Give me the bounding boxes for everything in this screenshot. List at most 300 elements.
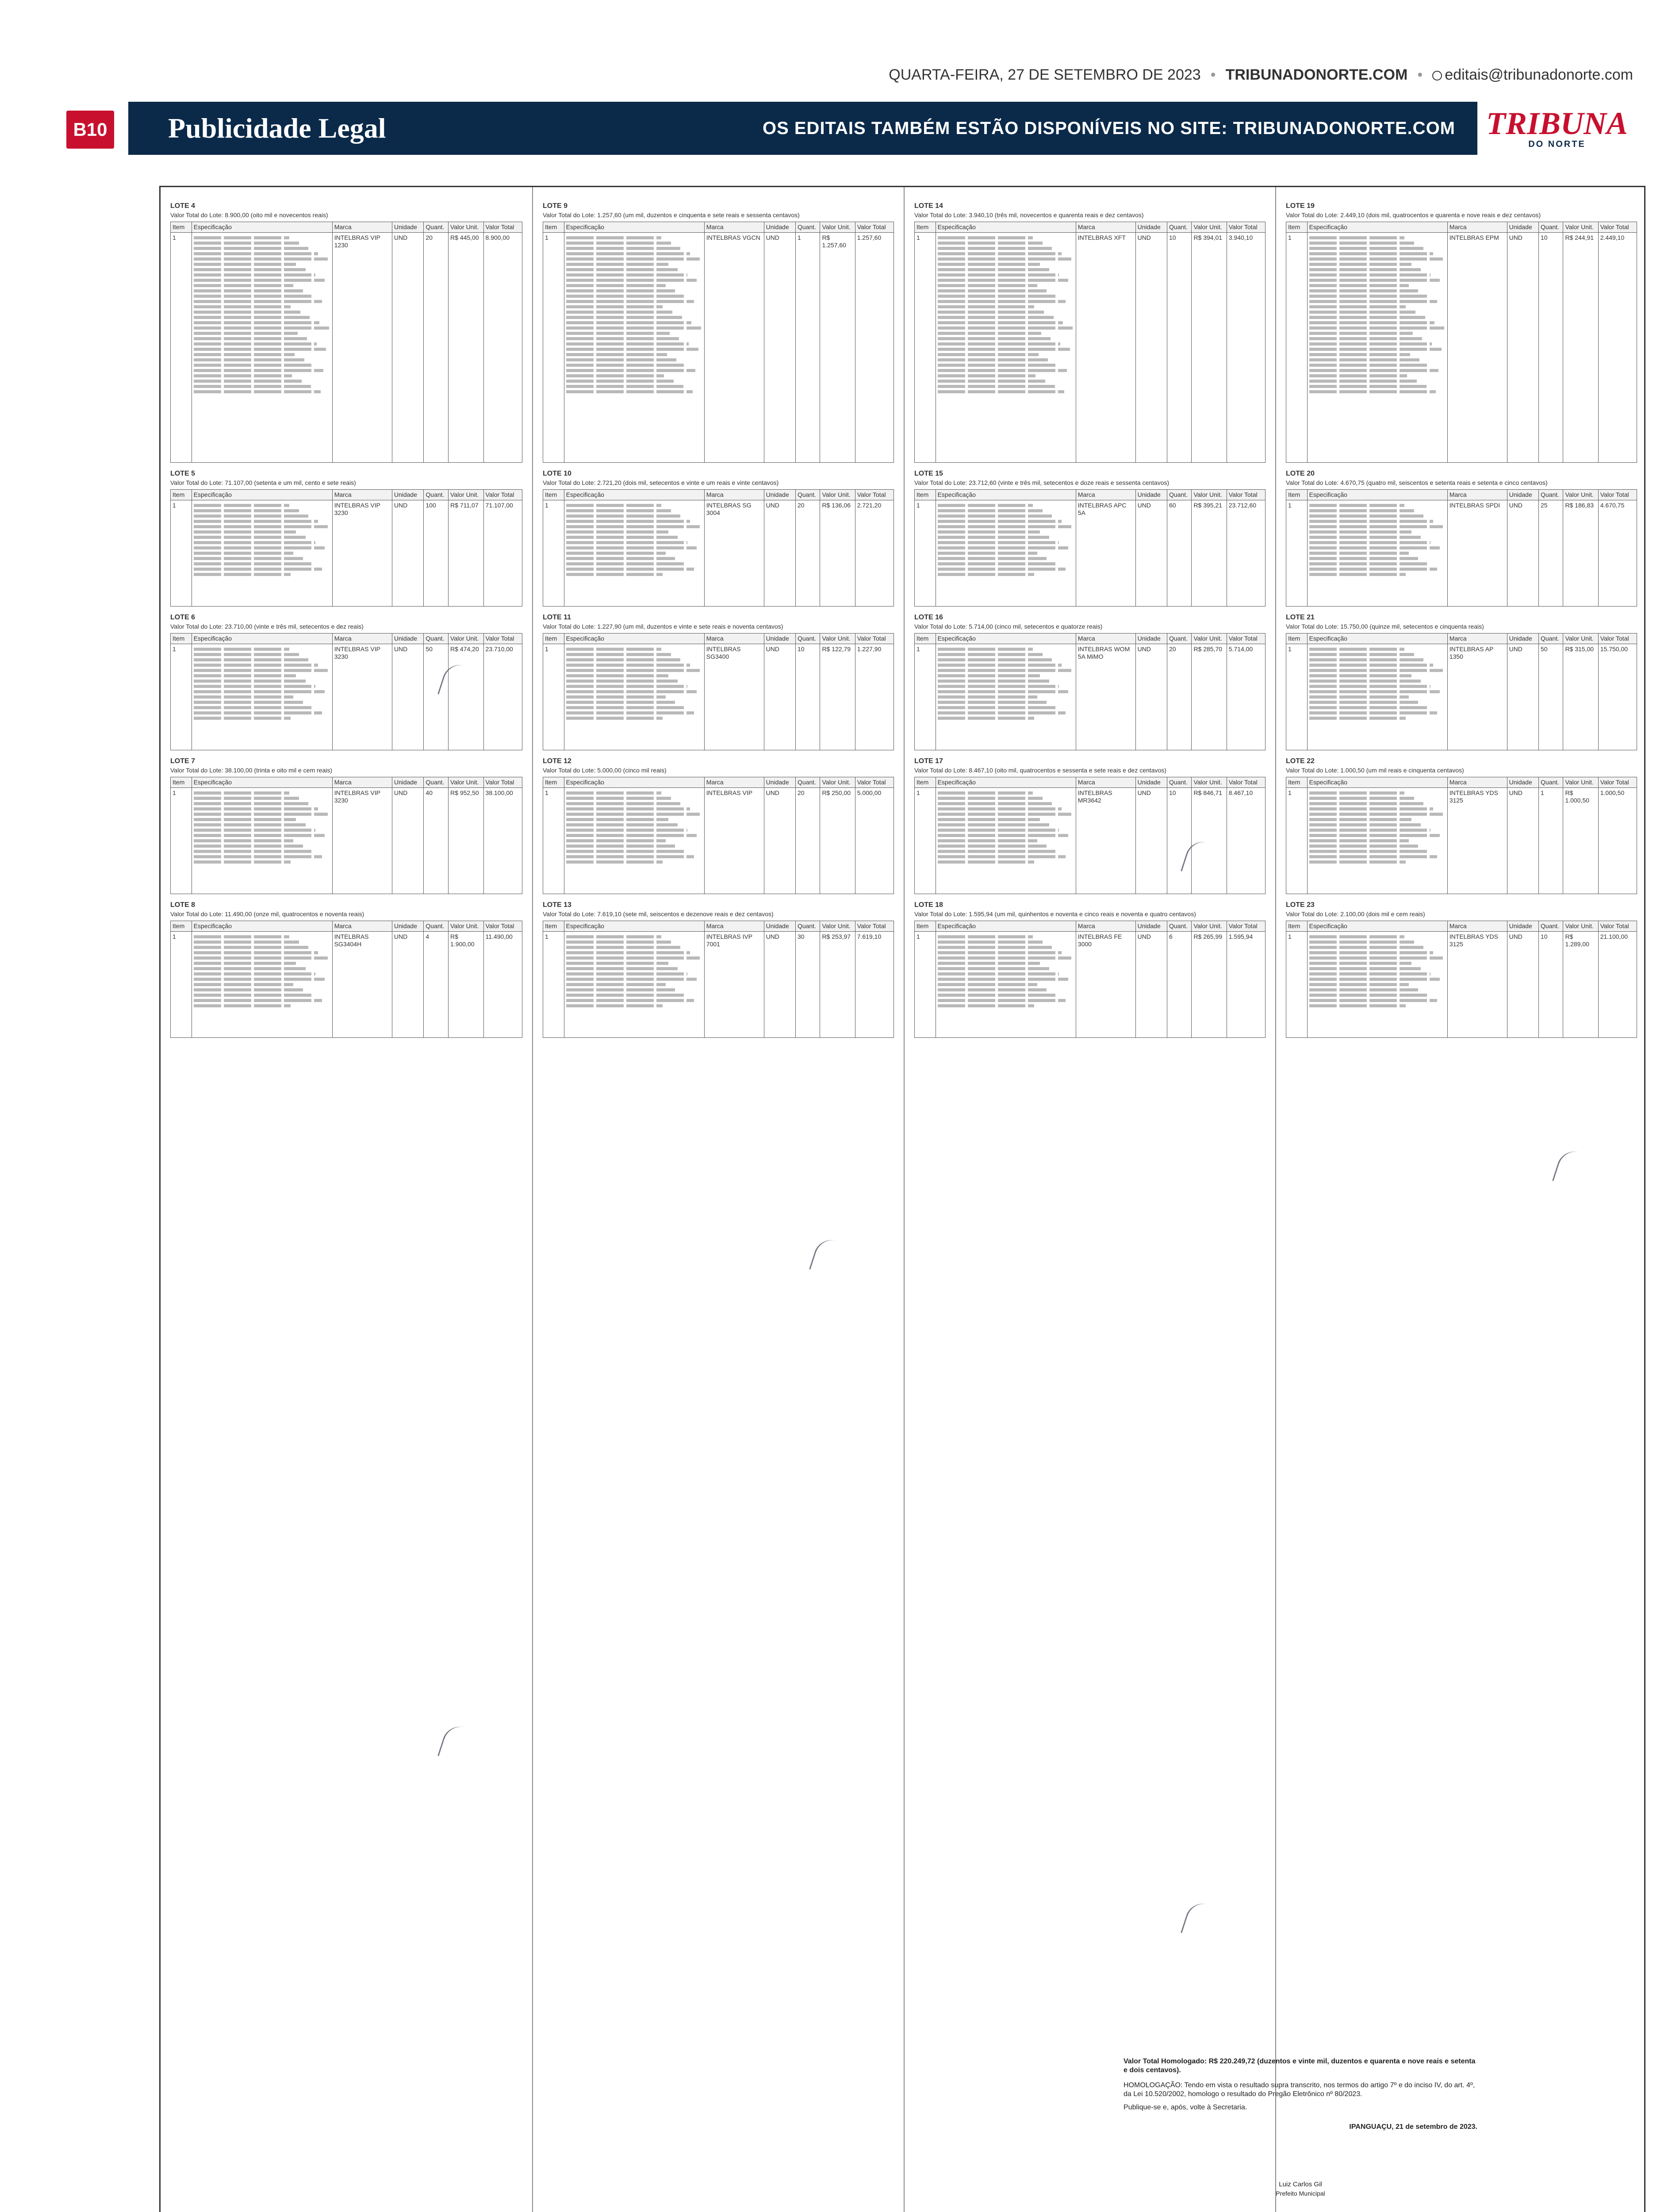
lot-title: LOTE 11 <box>543 614 571 621</box>
item-qty: 20 <box>795 500 820 607</box>
spec-text-line <box>566 284 666 287</box>
item-unit-value: R$ 1.900,00 <box>449 932 484 1038</box>
item-unit-value: R$ 136,06 <box>820 500 855 607</box>
spec-text-line <box>566 951 690 954</box>
col-brand: Marca <box>704 634 764 644</box>
item-total-value: 5.000,00 <box>855 788 894 894</box>
col-unit-value: Valor Unit. <box>1192 490 1227 500</box>
spec-text-line <box>566 342 689 346</box>
item-unit: UND <box>392 932 424 1038</box>
spec-text-line <box>194 983 294 986</box>
lot-total: Valor Total do Lote: 2.449,10 (dois mil, quatrocentos e quarenta e nove reais e dez centavos) <box>1286 211 1541 219</box>
col-brand: Marca <box>704 490 764 500</box>
item-unit: UND <box>1135 932 1167 1038</box>
section-title: Publicidade Legal <box>168 112 386 144</box>
col-item: Item <box>171 777 192 788</box>
col-item: Item <box>915 490 936 500</box>
col-qty: Quant. <box>424 777 449 788</box>
col-item: Item <box>543 777 564 788</box>
table-header-row <box>171 634 522 644</box>
spec-text-line <box>938 674 1040 677</box>
lot-title: LOTE 21 <box>1286 614 1315 621</box>
spec-text-line <box>566 988 675 991</box>
spec-text-line <box>194 999 322 1002</box>
spec-text-line <box>566 289 675 292</box>
col-item: Item <box>915 222 936 233</box>
item-brand: INTELBRAS SG 3004 <box>704 500 764 607</box>
item-number: 1 <box>171 932 192 1038</box>
col-item: Item <box>1286 777 1308 788</box>
item-qty: 60 <box>1167 500 1192 607</box>
lot-table <box>914 921 1266 1038</box>
spec-text-line <box>194 552 294 555</box>
mail-icon <box>1432 71 1442 81</box>
col-item: Item <box>171 634 192 644</box>
item-number: 1 <box>915 644 936 750</box>
spec-text-line <box>566 337 679 340</box>
separator: • <box>1210 66 1216 83</box>
section-bar <box>128 102 1632 155</box>
spec-text-line <box>194 562 313 565</box>
site-link[interactable]: TRIBUNADONORTE.COM <box>1225 66 1408 83</box>
lot-total: Valor Total do Lote: 5.714,00 (cinco mil, setecentos e quatorze reais) <box>914 623 1103 630</box>
col-total-value: Valor Total <box>1227 634 1265 644</box>
spec-text-line <box>1309 385 1427 388</box>
lot-block <box>1286 757 1637 894</box>
lot-title: LOTE 18 <box>914 901 943 909</box>
col-unit-value: Valor Unit. <box>1192 777 1227 788</box>
item-total-value: 8.467,10 <box>1227 788 1265 894</box>
item-brand: INTELBRAS YDS 3125 <box>1447 788 1507 894</box>
table-header-row <box>1286 222 1637 233</box>
lot-total: Valor Total do Lote: 1.257,60 (um mil, duzentos e cinquenta e sete reais e sessenta centavos) <box>543 211 800 219</box>
col-brand: Marca <box>332 490 392 500</box>
spec-text-line <box>566 717 663 720</box>
spec-text-line <box>194 300 322 303</box>
spec-text-line <box>566 653 671 656</box>
spec-text-line <box>938 823 1050 826</box>
spec-text-line <box>566 695 666 699</box>
spec-text-line <box>938 685 1059 688</box>
spec-text-line <box>1309 813 1443 816</box>
lot-block <box>914 614 1266 750</box>
col-brand: Marca <box>1076 921 1135 932</box>
page-number-badge: B10 <box>66 111 114 149</box>
spec-text-line <box>938 935 1033 938</box>
spec-text-line <box>566 680 678 683</box>
col-qty: Quant. <box>1167 222 1192 233</box>
table-header-row <box>915 222 1266 233</box>
spec-text-line <box>194 845 303 848</box>
spec-text-line <box>194 839 294 842</box>
item-unit: UND <box>1135 233 1167 463</box>
spec-text-line <box>566 983 666 986</box>
col-unit: Unidade <box>764 222 795 233</box>
spec-text-line <box>1309 690 1440 693</box>
table-header-row <box>915 921 1266 932</box>
lot-total: Valor Total do Lote: 1.595,94 (um mil, quinhentos e noventa e cinco reais e noventa e quatro centavos) <box>914 910 1196 918</box>
spec-text-line <box>1309 263 1411 266</box>
col-unit-value: Valor Unit. <box>449 777 484 788</box>
spec-text-line <box>194 674 296 677</box>
spec-text-line <box>938 525 1071 528</box>
spec-text-line <box>566 1004 663 1007</box>
lot-table <box>543 489 894 607</box>
col-unit: Unidade <box>1507 222 1538 233</box>
item-number: 1 <box>171 500 192 607</box>
item-spec <box>564 233 704 463</box>
spec-text-line <box>194 242 299 245</box>
item-number: 1 <box>543 233 564 463</box>
item-unit: UND <box>1507 500 1538 607</box>
item-total-value: 1.000,50 <box>1598 788 1637 894</box>
lot-block <box>914 470 1266 607</box>
lot-block <box>170 901 522 1038</box>
spec-text-line <box>1309 658 1424 661</box>
col-unit: Unidade <box>1135 777 1167 788</box>
item-brand: INTELBRAS EPM <box>1447 233 1507 463</box>
spec-text-line <box>194 956 328 960</box>
spec-text-line <box>566 935 662 938</box>
col-spec: Especificação <box>192 222 332 233</box>
spec-text-line <box>194 568 322 571</box>
spec-text-line <box>1309 695 1409 699</box>
spec-text-line <box>938 962 1040 965</box>
col-item: Item <box>1286 634 1308 644</box>
lot-total: Valor Total do Lote: 4.670,75 (quatro mil, seiscentos e setenta reais e setenta e cinco centavos) <box>1286 479 1548 486</box>
spec-text-line <box>566 316 682 319</box>
item-total-value: 2.721,20 <box>855 500 894 607</box>
lot-total: Valor Total do Lote: 3.940,10 (três mil, novecentos e quarenta reais e dez centavos) <box>914 211 1144 219</box>
item-spec <box>1307 932 1447 1038</box>
spec-text-line <box>566 818 668 821</box>
col-total-value: Valor Total <box>855 222 894 233</box>
spec-text-line <box>566 364 686 367</box>
item-brand: INTELBRAS XFT <box>1076 233 1135 463</box>
spec-text-line <box>194 680 306 683</box>
spec-text-line <box>566 380 674 383</box>
spec-text-line <box>938 701 1047 704</box>
table-header-row <box>1286 490 1637 500</box>
spec-text-line <box>938 664 1062 667</box>
newspaper-logo <box>1477 101 1637 156</box>
separator: • <box>1417 66 1423 83</box>
spec-text-line <box>194 353 295 356</box>
spec-text-line <box>1309 311 1415 314</box>
spec-text-line <box>938 257 1071 261</box>
spec-text-line <box>938 552 1037 555</box>
homologation-text: HOMOLOGAÇÃO: Tendo em vista o resultado supra transcrito, nos termos do artigo 7º e do inciso IV, do art. 4º, da Lei 10.520/2002, homologo o resultado do Pregão Eletrônico nº 80/2023. <box>1124 2081 1475 2098</box>
spec-text-line <box>938 967 1050 970</box>
spec-text-line <box>194 257 328 261</box>
brand-sub: DO NORTE <box>1528 139 1586 149</box>
spec-text-line <box>1309 680 1421 683</box>
item-spec <box>936 500 1076 607</box>
item-number: 1 <box>171 233 192 463</box>
spec-text-line <box>566 813 700 816</box>
col-unit: Unidade <box>1135 490 1167 500</box>
col-unit-value: Valor Unit. <box>1563 490 1598 500</box>
col-item: Item <box>915 634 936 644</box>
spec-text-line <box>194 284 294 287</box>
col-item: Item <box>543 921 564 932</box>
col-brand: Marca <box>704 222 764 233</box>
lot-table <box>914 777 1266 894</box>
spec-text-line <box>1309 380 1417 383</box>
spec-text-line <box>566 509 671 512</box>
spec-text-line <box>194 305 291 308</box>
item-number: 1 <box>543 788 564 894</box>
item-spec <box>564 788 704 894</box>
spec-text-line <box>194 855 322 858</box>
item-spec <box>192 233 332 463</box>
email-link[interactable] <box>1432 66 1633 84</box>
lot-table <box>914 222 1266 463</box>
lot-table <box>1286 489 1637 607</box>
spec-text-line <box>1309 242 1414 245</box>
table-row <box>1286 233 1637 463</box>
col-spec: Especificação <box>192 777 332 788</box>
lot-block <box>914 901 1266 1038</box>
spec-text-line <box>194 541 315 544</box>
lot-title: LOTE 17 <box>914 757 943 765</box>
spec-text-line <box>938 956 1071 960</box>
item-qty: 10 <box>1538 233 1563 463</box>
item-total-value: 2.449,10 <box>1598 233 1637 463</box>
spec-text-line <box>194 374 292 377</box>
table-header-row <box>543 634 894 644</box>
item-spec <box>192 932 332 1038</box>
spec-text-line <box>566 305 663 308</box>
spec-text-line <box>566 390 693 393</box>
col-spec: Especificação <box>564 490 704 500</box>
spec-text-line <box>1309 1004 1406 1007</box>
item-unit-value: R$ 1.289,00 <box>1563 932 1598 1038</box>
spec-text-line <box>1309 364 1429 367</box>
col-brand: Marca <box>1076 634 1135 644</box>
col-total-value: Valor Total <box>483 777 522 788</box>
spec-text-line <box>1309 326 1444 330</box>
col-item: Item <box>171 222 192 233</box>
spec-text-line <box>194 711 322 714</box>
spec-text-line <box>566 807 690 810</box>
spec-text-line <box>1309 552 1409 555</box>
spec-text-line <box>1309 951 1433 954</box>
col-unit: Unidade <box>1135 921 1167 932</box>
spec-text-line <box>566 669 700 672</box>
col-item: Item <box>171 921 192 932</box>
spec-text-line <box>1309 300 1438 303</box>
col-item: Item <box>915 921 936 932</box>
lot-table <box>543 921 894 1038</box>
spec-text-line <box>566 236 662 239</box>
spec-text-line <box>566 247 681 250</box>
col-qty: Quant. <box>424 490 449 500</box>
lot-block <box>170 614 522 750</box>
spec-text-line <box>194 557 303 560</box>
lot-title: LOTE 10 <box>543 470 571 477</box>
item-spec <box>936 233 1076 463</box>
item-unit-value: R$ 122,79 <box>820 644 855 750</box>
col-total-value: Valor Total <box>1227 921 1265 932</box>
col-qty: Quant. <box>1167 777 1192 788</box>
spec-text-line <box>938 829 1059 832</box>
spec-text-line <box>938 845 1047 848</box>
email-text: editais@tribunadonorte.com <box>1445 66 1633 83</box>
item-spec <box>192 644 332 750</box>
spec-text-line <box>938 658 1052 661</box>
spec-text-line <box>1309 967 1421 970</box>
spec-text-line <box>938 690 1069 693</box>
item-brand: INTELBRAS VGCN <box>704 233 764 463</box>
col-qty: Quant. <box>795 634 820 644</box>
item-qty: 4 <box>424 932 449 1038</box>
item-unit-value: R$ 474,20 <box>449 644 484 750</box>
item-qty: 50 <box>424 644 449 750</box>
lot-table <box>543 633 894 750</box>
column-1 <box>161 187 532 2212</box>
spec-text-line <box>194 316 310 319</box>
lot-title: LOTE 16 <box>914 614 943 621</box>
col-unit-value: Valor Unit. <box>449 921 484 932</box>
spec-text-line <box>938 648 1033 651</box>
spec-text-line <box>566 374 664 377</box>
spec-text-line <box>1309 664 1433 667</box>
spec-text-line <box>938 295 1056 298</box>
item-unit: UND <box>1507 233 1538 463</box>
spec-text-line <box>1309 935 1405 938</box>
item-unit: UND <box>1507 788 1538 894</box>
spec-text-line <box>1309 818 1411 821</box>
col-unit-value: Valor Unit. <box>820 921 855 932</box>
column-2 <box>532 187 904 2212</box>
spec-text-line <box>1309 279 1440 282</box>
spec-text-line <box>566 829 687 832</box>
col-unit: Unidade <box>392 490 424 500</box>
spec-text-line <box>1309 369 1439 372</box>
item-number: 1 <box>543 644 564 750</box>
lot-table <box>1286 633 1637 750</box>
lot-total: Valor Total do Lote: 38.100,00 (trinta e oito mil e cem reais) <box>170 767 333 774</box>
item-qty: 10 <box>1167 788 1192 894</box>
lot-table <box>170 777 522 894</box>
col-spec: Especificação <box>1307 490 1447 500</box>
spec-text-line <box>194 802 309 805</box>
item-qty: 6 <box>1167 932 1192 1038</box>
spec-text-line <box>938 236 1033 239</box>
lot-block <box>543 901 894 1038</box>
spec-text-line <box>938 332 1041 335</box>
lot-block <box>170 202 522 463</box>
col-spec: Especificação <box>1307 921 1447 932</box>
col-unit-value: Valor Unit. <box>1563 634 1598 644</box>
item-total-value: 4.670,75 <box>1598 500 1637 607</box>
spec-text-line <box>1309 504 1405 507</box>
lot-block <box>914 202 1266 463</box>
table-row <box>1286 644 1637 750</box>
table-header-row <box>915 490 1266 500</box>
col-total-value: Valor Total <box>855 921 894 932</box>
spec-text-line <box>1309 988 1419 991</box>
lot-table <box>170 489 522 607</box>
spec-text-line <box>1309 541 1430 544</box>
spec-text-line <box>1309 829 1430 832</box>
spec-text-line <box>1309 653 1414 656</box>
spec-text-line <box>1309 823 1421 826</box>
spec-text-line <box>938 273 1059 276</box>
spec-text-line <box>1309 562 1428 565</box>
spec-text-line <box>566 860 663 864</box>
item-spec <box>936 932 1076 1038</box>
table-row <box>915 932 1266 1038</box>
spec-text-line <box>938 695 1037 699</box>
spec-text-line <box>194 967 306 970</box>
col-unit: Unidade <box>764 777 795 788</box>
spec-text-line <box>566 332 670 335</box>
col-spec: Especificação <box>936 490 1076 500</box>
spec-text-line <box>1309 685 1430 688</box>
spec-text-line <box>566 967 678 970</box>
spec-text-line <box>1309 807 1433 810</box>
spec-text-line <box>566 353 667 356</box>
spec-text-line <box>1309 568 1438 571</box>
col-item: Item <box>915 777 936 788</box>
spec-text-line <box>938 850 1056 853</box>
spec-text-line <box>194 850 313 853</box>
spec-text-line <box>1309 669 1443 672</box>
spec-text-line <box>566 525 700 528</box>
spec-text-line <box>566 348 698 351</box>
item-brand: INTELBRAS VIP 3230 <box>332 788 392 894</box>
spec-text-line <box>1309 706 1428 709</box>
spec-text-line <box>1309 295 1428 298</box>
col-brand: Marca <box>704 777 764 788</box>
item-total-value: 7.619,10 <box>855 932 894 1038</box>
item-unit-value: R$ 394,01 <box>1192 233 1227 463</box>
spec-text-line <box>938 530 1040 534</box>
spec-text-line <box>1309 717 1406 720</box>
spec-text-line <box>1309 972 1430 975</box>
col-unit-value: Valor Unit. <box>1563 222 1598 233</box>
lot-table <box>543 777 894 894</box>
spec-text-line <box>1309 978 1440 981</box>
spec-text-line <box>194 664 318 667</box>
item-unit: UND <box>1135 788 1167 894</box>
item-spec <box>1307 233 1447 463</box>
spec-text-line <box>938 807 1062 810</box>
col-brand: Marca <box>332 634 392 644</box>
spec-text-line <box>1309 648 1405 651</box>
spec-text-line <box>194 342 317 346</box>
signer-role: Prefeito Municipal <box>1276 2190 1325 2197</box>
lot-total: Valor Total do Lote: 11.490,00 (onze mil, quatrocentos e noventa reais) <box>170 910 364 918</box>
spec-text-line <box>566 520 690 523</box>
lot-total: Valor Total do Lote: 1.000,50 (um mil reais e cinquenta centavos) <box>1286 767 1464 774</box>
spec-text-line <box>1309 855 1438 858</box>
item-total-value: 11.490,00 <box>483 932 522 1038</box>
lot-total: Valor Total do Lote: 23.712,60 (vinte e três mil, setecentos e doze reais e sessenta centavos) <box>914 479 1170 486</box>
spec-text-line <box>566 972 687 975</box>
item-brand: INTELBRAS AP 1350 <box>1447 644 1507 750</box>
spec-text-line <box>566 273 687 276</box>
lot-title: LOTE 20 <box>1286 470 1315 477</box>
col-unit: Unidade <box>764 921 795 932</box>
spec-text-line <box>938 834 1069 837</box>
spec-text-line <box>938 717 1035 720</box>
spec-text-line <box>938 263 1040 266</box>
item-unit-value: R$ 846,71 <box>1192 788 1227 894</box>
spec-text-line <box>194 994 313 997</box>
